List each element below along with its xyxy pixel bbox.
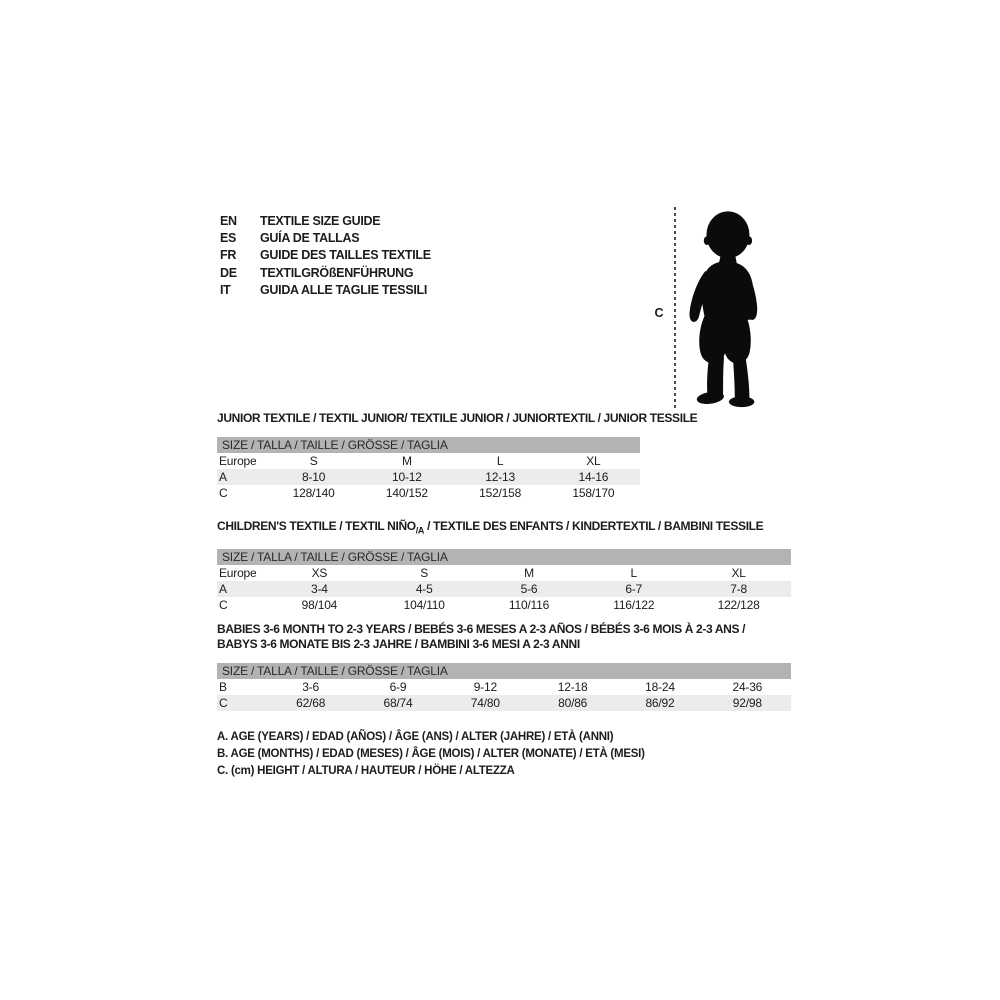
table-row <box>217 485 640 501</box>
row-label: B <box>219 680 227 694</box>
row-label: A <box>217 581 267 597</box>
row-label: Europe <box>219 454 257 468</box>
cell-value: 92/98 <box>704 695 791 711</box>
cell-value: 80/86 <box>529 695 616 711</box>
table-row <box>217 469 640 485</box>
language-row <box>220 230 431 247</box>
cell-value: 110/116 <box>508 598 550 613</box>
row-label: C <box>219 598 228 613</box>
language-code: IT <box>220 282 231 297</box>
cell-value: M <box>524 566 534 581</box>
table-row <box>217 565 791 581</box>
table-title-text: JUNIOR TEXTILE / TEXTIL JUNIOR/ TEXTILE JUNIOR / JUNIORTEXTIL / JUNIOR TESSILE <box>217 411 698 425</box>
cell-value: 12-13 <box>454 469 547 485</box>
size-header-label: SIZE / TALLA / TAILLE / GRÖSSE / TAGLIA <box>217 437 640 453</box>
cell-value: 8-10 <box>267 469 360 485</box>
cell-value: 3-4 <box>267 581 372 597</box>
language-row <box>220 247 431 264</box>
legend-line: C. (cm) HEIGHT / ALTURA / HAUTEUR / HÖHE / ALTEZZA <box>217 765 515 777</box>
cell-value: M <box>401 454 412 468</box>
cell-value: 10-12 <box>360 469 453 485</box>
table-title <box>217 519 791 538</box>
cell-value: 5-6 <box>477 581 582 597</box>
legend <box>217 729 645 780</box>
size-header-label: SIZE / TALLA / TAILLE / GRÖSSE / TAGLIA <box>217 663 791 679</box>
language-code: FR <box>220 248 237 263</box>
table-title <box>217 411 698 426</box>
table-row <box>217 597 791 613</box>
cell-value: 116/122 <box>613 598 655 613</box>
language-title-list <box>220 213 431 299</box>
cell-value: XL <box>731 566 746 581</box>
cell-value: XL <box>586 454 601 468</box>
cell-value: 9-12 <box>473 680 497 694</box>
size-header-label: SIZE / TALLA / TAILLE / GRÖSSE / TAGLIA <box>217 549 791 565</box>
table-title-text: BABIES 3-6 MONTH TO 2-3 YEARS / BEBÉS 3-6 MESES A 2-3 AÑOS / BÉBÉS 3-6 MOIS À 2-3 ANS / <box>217 622 746 636</box>
cell-value: S <box>309 454 318 468</box>
row-label: A <box>217 469 267 485</box>
cell-value: 6-7 <box>581 581 686 597</box>
table-row <box>217 581 791 597</box>
cell-value: 3-6 <box>302 680 320 694</box>
language-guide-title: GUIDA ALLE TAGLIE TESSILI <box>260 282 428 297</box>
table-row <box>217 679 791 695</box>
legend-line: B. AGE (MONTHS) / EDAD (MESES) / ÂGE (MOIS) / ALTER (MONATE) / ETÀ (MESI) <box>217 748 645 760</box>
size-header-bar <box>217 663 791 679</box>
table-title <box>217 637 791 652</box>
language-code: EN <box>220 214 237 228</box>
cell-value: 18-24 <box>645 680 675 694</box>
row-label: C <box>219 486 228 500</box>
table-title <box>217 622 791 637</box>
cell-value: 74/80 <box>442 695 529 711</box>
table-title-text: CHILDREN'S TEXTILE / TEXTIL NIÑO <box>217 519 416 533</box>
cell-value: 104/110 <box>403 598 445 613</box>
cell-value: L <box>496 454 504 468</box>
language-row <box>220 213 431 230</box>
language-code: DE <box>220 265 237 280</box>
row-label: C <box>217 695 267 711</box>
table-row <box>217 453 640 469</box>
toddler-silhouette-icon <box>684 209 768 409</box>
cell-value: 86/92 <box>616 695 703 711</box>
table-row <box>217 695 791 711</box>
size-header-bar <box>217 437 640 453</box>
language-row <box>220 265 431 282</box>
cell-value: 12-18 <box>557 680 588 694</box>
cell-value: 7-8 <box>686 581 791 597</box>
language-guide-title: TEXTILE SIZE GUIDE <box>260 214 381 228</box>
cell-value: 140/152 <box>385 486 428 500</box>
language-guide-title: TEXTILGRÖßENFÜHRUNG <box>260 265 414 280</box>
size-header-bar <box>217 549 791 565</box>
language-row <box>220 282 431 299</box>
cell-value: 24-36 <box>732 680 763 694</box>
cell-value: 68/74 <box>354 695 441 711</box>
junior-textile-section <box>217 411 698 501</box>
cell-value: 6-9 <box>389 680 407 694</box>
childrens-textile-section <box>217 519 791 613</box>
table-title-text: / TEXTILE DES ENFANTS / KINDERTEXTIL / BAMBINI TESSILE <box>424 519 764 533</box>
babies-textile-table <box>217 663 791 711</box>
cell-value: 14-16 <box>547 469 640 485</box>
cell-value: 62/68 <box>267 695 354 711</box>
cell-value: 128/140 <box>292 486 335 500</box>
table-title-text: BABYS 3-6 MONATE BIS 2-3 JAHRE / BAMBINI 3-6 MESI A 2-3 ANNI <box>217 637 580 651</box>
cell-value: XS <box>311 566 328 581</box>
cell-value: 152/158 <box>479 486 522 500</box>
table-title-text: /A <box>415 525 425 536</box>
legend-line: A. AGE (YEARS) / EDAD (AÑOS) / ÂGE (ANS) / ALTER (JAHRE) / ETÀ (ANNI) <box>217 731 614 743</box>
babies-textile-section <box>217 622 791 711</box>
cell-value: L <box>630 566 638 581</box>
language-code: ES <box>220 231 237 246</box>
height-measure-line <box>674 207 676 408</box>
language-guide-title: GUIDE DES TAILLES TEXTILE <box>260 248 431 263</box>
row-label: Europe <box>219 566 257 581</box>
cell-value: 98/104 <box>301 598 338 613</box>
junior-textile-table <box>217 437 640 501</box>
cell-value: 122/128 <box>717 598 760 613</box>
height-measure-label: C <box>654 306 664 320</box>
cell-value: 158/170 <box>572 486 615 500</box>
cell-value: S <box>420 566 429 581</box>
cell-value: 4-5 <box>372 581 477 597</box>
language-guide-title: GUÍA DE TALLAS <box>260 231 360 246</box>
childrens-textile-table <box>217 549 791 613</box>
